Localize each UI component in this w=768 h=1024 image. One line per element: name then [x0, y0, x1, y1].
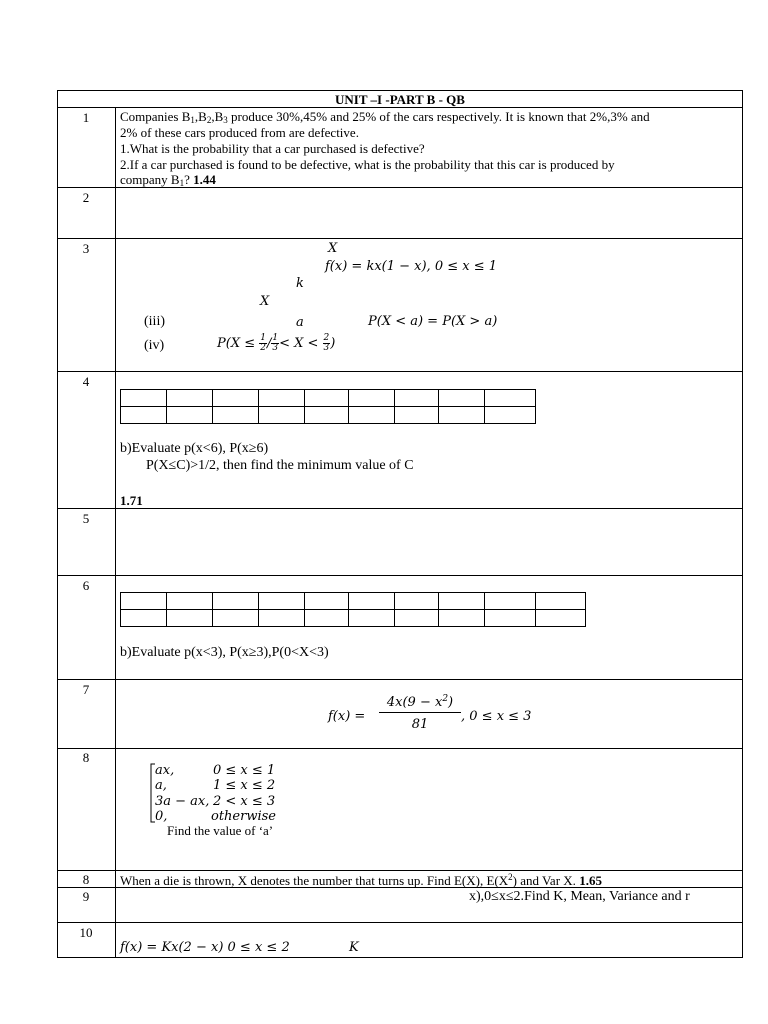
row-4-number: 4	[82, 374, 90, 389]
row-8-case-2-expr: a,	[155, 778, 167, 793]
row-8-number: 8	[82, 750, 90, 765]
row-3-constant-k: k	[296, 276, 304, 291]
row-7-numerator: $4x(9 - x^2)$	[386, 694, 454, 710]
row-4-reference: 1.71	[120, 493, 143, 508]
row-1-reference: 1.44	[193, 172, 216, 187]
row-3-expression-iv: P(X ≤ $\frac{1}{2}$ / $\frac{1}{3}$ < X < $\frac{2}{3}$ )	[217, 333, 336, 353]
row-3-density-function: f(x) = kx(1 − x), 0 ≤ x ≤ 1	[325, 259, 498, 274]
row-3-equation-iii: P(X < a) = P(X > a)	[368, 314, 498, 329]
row-8b-reference: 1.65	[579, 873, 602, 888]
row-8-case-1-cond: 0 ≤ x ≤ 1	[213, 763, 276, 778]
row-3-variable-x-2: X	[260, 294, 270, 309]
row-8b-question: When a die is thrown, X denotes the number that turns up. Find E(X), $E(X^2)$ and Var X. 1.65	[120, 872, 602, 888]
row-8-case-4-expr: 0,	[155, 809, 168, 824]
row-8-case-1-expr: ax,	[155, 763, 175, 778]
row-1-number: 1	[82, 110, 90, 125]
row-7-number: 7	[82, 682, 90, 697]
row-10-number: 10	[79, 925, 93, 940]
row-7-range: , 0 ≤ x ≤ 3	[461, 709, 532, 724]
row-1-line-2: 2% of these cars produced from are defective.	[120, 125, 359, 140]
row-8-find-a: Find the value of ‘a’	[167, 823, 274, 838]
row-8-case-3-cond: 2 < x ≤ 3	[213, 794, 276, 809]
row-4-part-b: b)Evaluate p(x<6), P(x≥6)	[120, 441, 269, 456]
row-7-function-label: f(x) =	[328, 709, 366, 724]
row-7-denominator: 81	[411, 717, 429, 732]
row-8-case-2-cond: 1 ≤ x ≤ 2	[213, 778, 276, 793]
row-7-fraction-bar	[379, 712, 461, 713]
row-10-constant-k: K	[349, 940, 359, 955]
row-10-function: f(x) = Kx(2 − x) 0 ≤ x ≤ 2	[120, 940, 290, 955]
table-grid-lines	[57, 90, 743, 958]
row-6-part-b: b)Evaluate p(x<3), P(x≥3),P(0<X<3)	[120, 645, 329, 660]
row-3-number: 3	[82, 241, 90, 256]
row-1-line-1: Companies $B_1,B_2,B_3$ produce 30%,45% and 25% of the cars respectively. It is known that 2%,3% and	[120, 109, 650, 125]
row-1-line-5: company $B_1$? 1.44	[120, 172, 216, 188]
row-3-part-iv: (iv)	[144, 338, 165, 353]
row-8-case-3-expr: 3a − ax,	[155, 794, 210, 809]
row-4-distribution-table	[120, 389, 536, 424]
row-3-part-iii: (iii)	[144, 314, 165, 329]
row-9-number: 9	[82, 889, 90, 904]
row-1-line-4: 2.If a car purchased is found to be defective, what is the probability that this car is produced by	[120, 157, 615, 172]
row-8-case-4-cond: otherwise	[211, 809, 276, 824]
row-9-question: x),0≤x≤2.Find K, Mean, Variance and r	[469, 889, 690, 904]
row-1-line-3: 1.What is the probability that a car purchased is defective?	[120, 141, 425, 156]
row-5-number: 5	[82, 511, 90, 526]
row-6-distribution-table	[120, 592, 586, 627]
row-3-variable-a: a	[296, 315, 304, 330]
row-3-variable-x: X	[328, 241, 338, 256]
row-6-number: 6	[82, 578, 90, 593]
row-2-number: 2	[82, 190, 90, 205]
row-4-part-c: P(X≤C)>1/2, then find the minimum value of C	[146, 458, 414, 473]
question-bank-sheet	[57, 90, 743, 958]
page-title: UNIT –I -PART B - QB	[335, 92, 465, 107]
row-8b-number: 8	[82, 872, 90, 887]
